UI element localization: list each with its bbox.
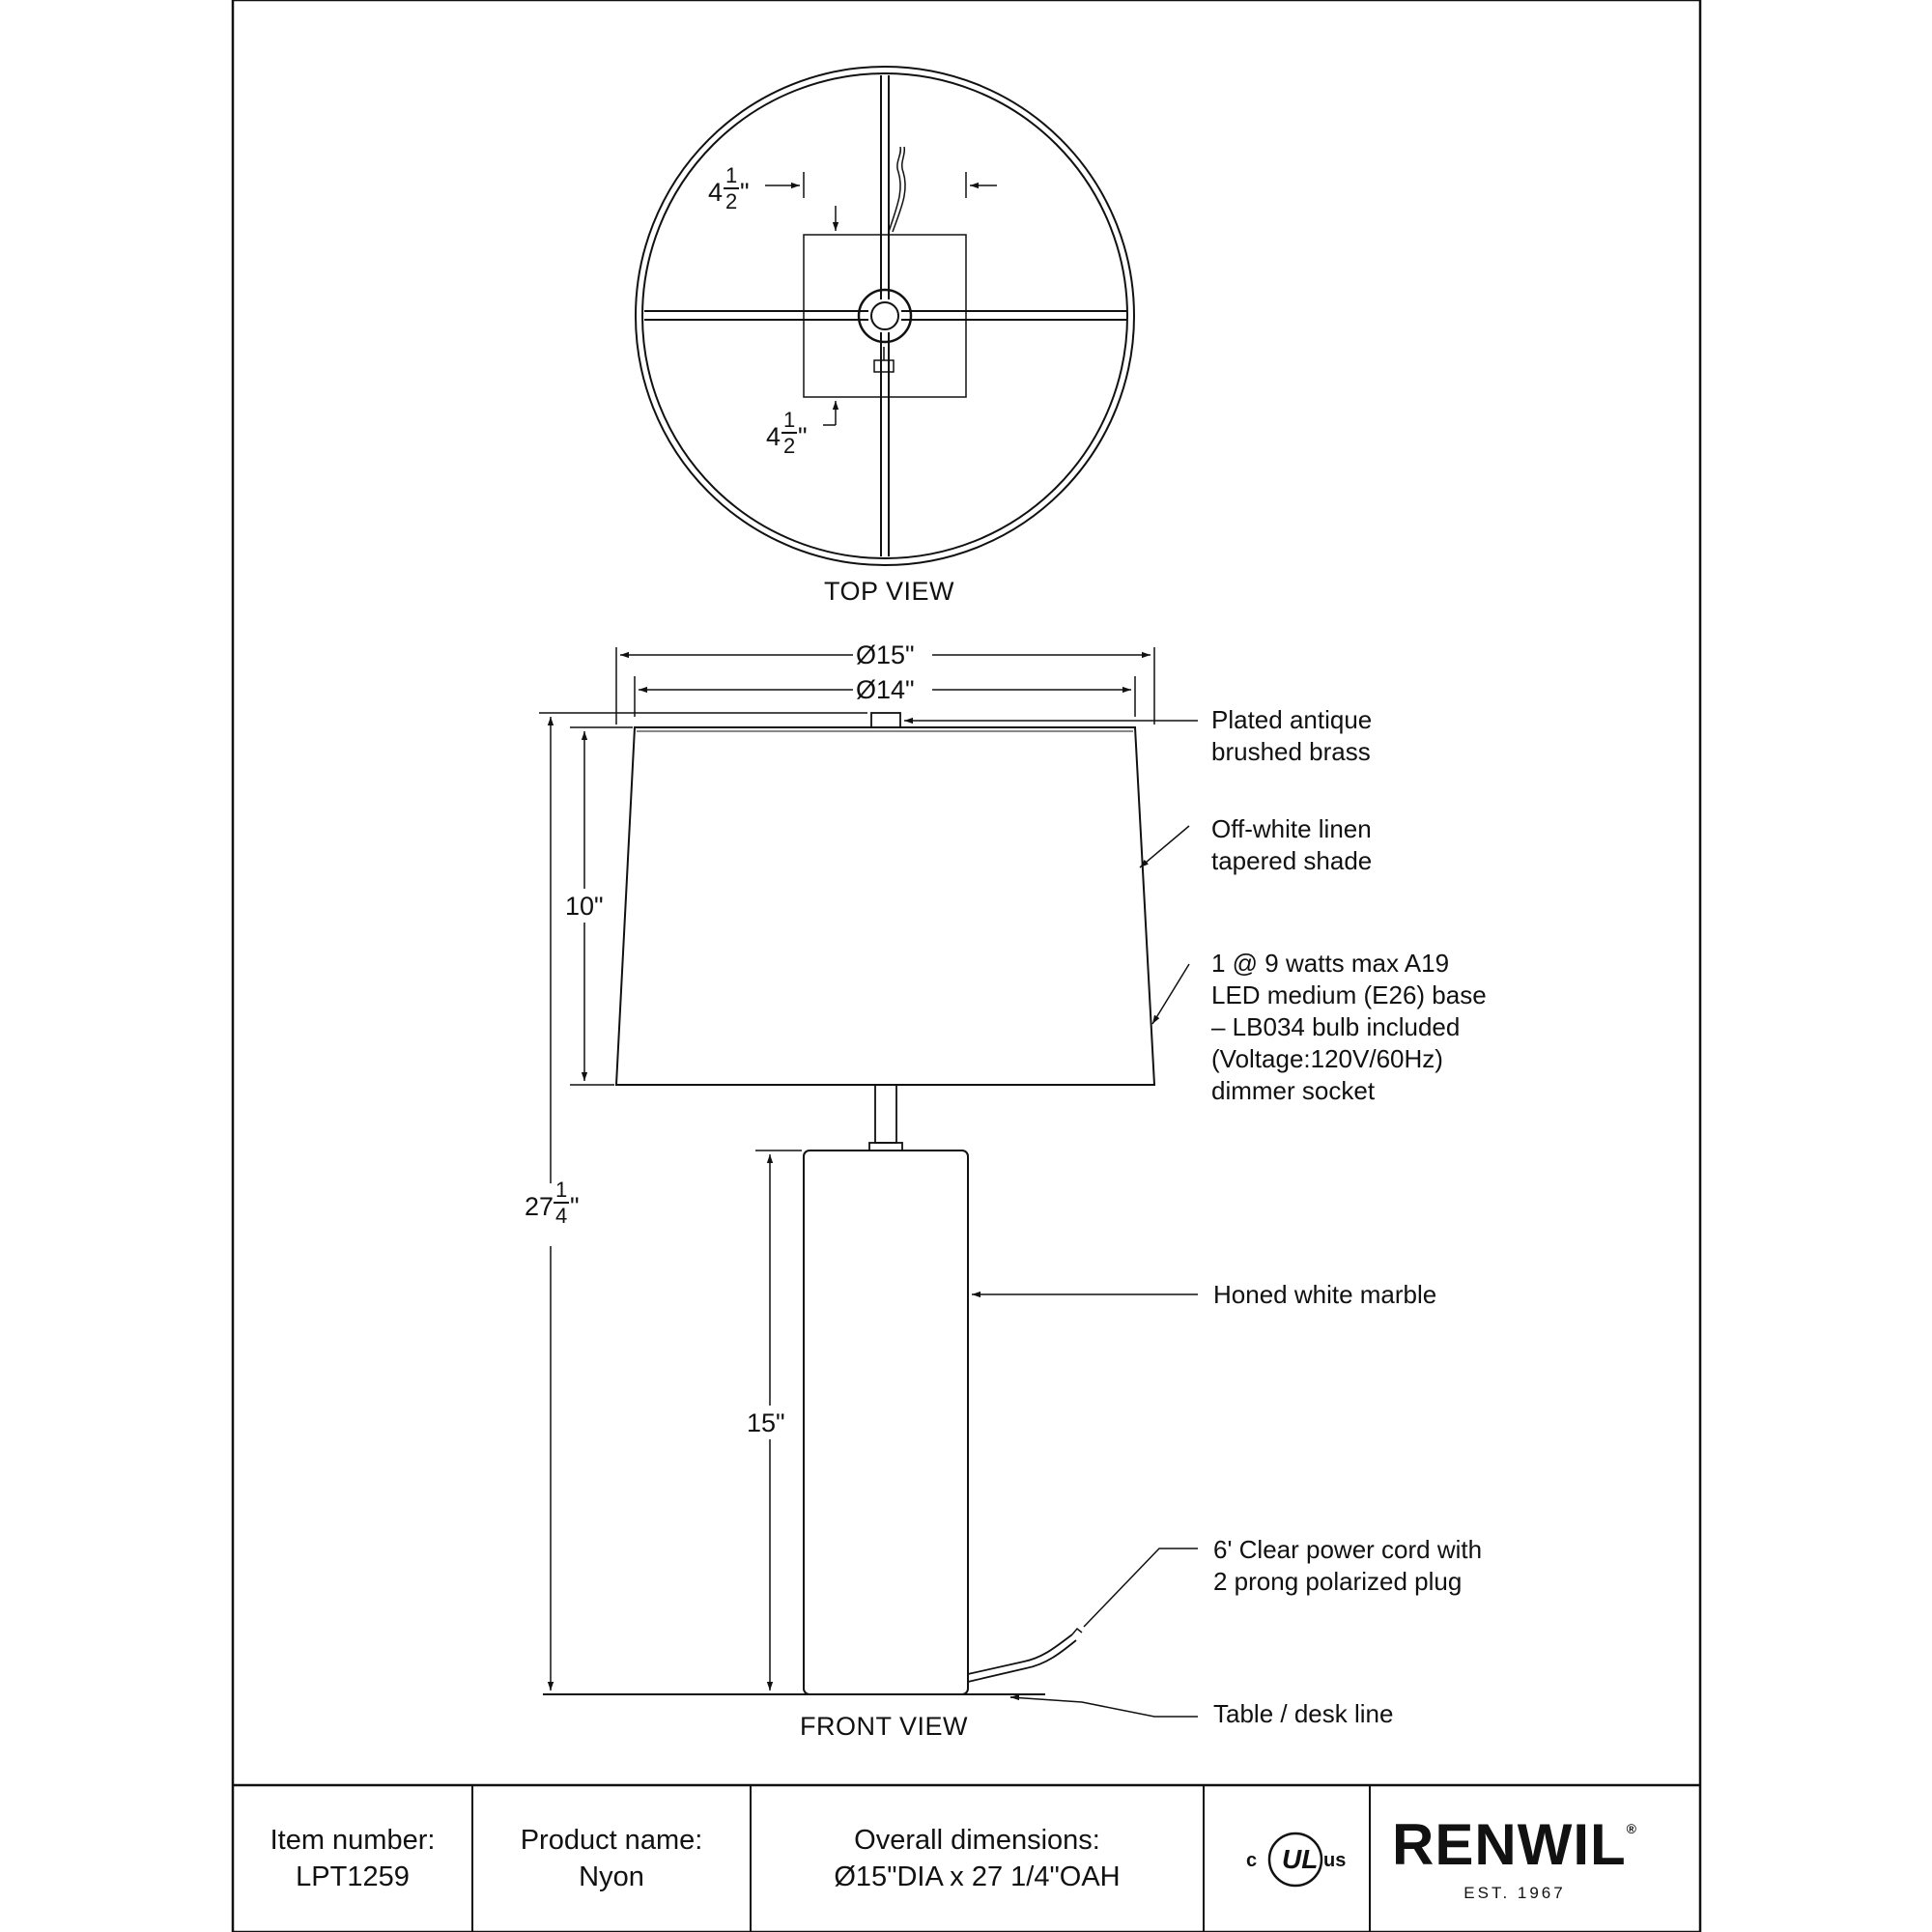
brand-registered-mark: ® xyxy=(1626,1821,1637,1836)
marble-base xyxy=(804,1151,968,1694)
product-name-label: Product name: xyxy=(520,1825,703,1856)
overall-dimensions-label: Overall dimensions: xyxy=(854,1825,1100,1856)
product-name-cell xyxy=(472,1785,751,1932)
top-view-drawing xyxy=(636,67,1134,565)
front-view-title: FRONT VIEW xyxy=(800,1712,969,1741)
callout-table: Table / desk line xyxy=(1213,1699,1394,1728)
base-square-outline xyxy=(804,235,966,397)
item-number-label: Item number: xyxy=(270,1825,436,1856)
leader-table xyxy=(1010,1697,1198,1717)
ul-letters: UL xyxy=(1282,1844,1319,1874)
product-name-value: Nyon xyxy=(579,1861,644,1892)
finial xyxy=(871,713,900,727)
top-dim-upper: 4 1 2 " xyxy=(708,163,750,213)
leader-bulb xyxy=(1152,964,1189,1024)
callout-shade: Off-white linen tapered shade xyxy=(1211,814,1373,875)
ul-mark-text xyxy=(1246,1842,1347,1877)
ul-us: us xyxy=(1323,1850,1347,1871)
callout-bulb: 1 @ 9 watts max A19 LED medium (E26) base – LB034 bulb included (Voltage:120V/60Hz) dimmer socket xyxy=(1211,949,1487,1105)
item-number-value: LPT1259 xyxy=(296,1861,410,1892)
dim-overall-height: 27 1 4 " xyxy=(525,1178,580,1228)
callout-cord: 6' Clear power cord with 2 prong polarized plug xyxy=(1213,1535,1483,1596)
lamp-stem xyxy=(875,1085,896,1143)
top-dim-lower: 4 1 2 " xyxy=(766,408,808,458)
overall-dimensions-value: Ø15"DIA x 27 1/4"OAH xyxy=(834,1861,1121,1892)
leader-cord xyxy=(1084,1548,1198,1627)
shade-rim-outer xyxy=(636,67,1134,565)
socket-ring-outer xyxy=(859,290,911,342)
cord-top-view xyxy=(889,147,900,232)
brand-logo xyxy=(1370,1812,1660,1903)
brand-established: EST. 1967 xyxy=(1463,1884,1566,1902)
dim-base-height: 15" xyxy=(747,1408,785,1437)
overall-dimensions-cell xyxy=(751,1785,1204,1932)
socket-ring-inner xyxy=(871,302,898,329)
dim-shade-height: 10" xyxy=(565,892,604,921)
top-view-title: TOP VIEW xyxy=(824,577,955,606)
callout-finial: Plated antique brushed brass xyxy=(1211,705,1373,766)
lamp-shade xyxy=(616,727,1154,1085)
callout-base: Honed white marble xyxy=(1213,1280,1437,1309)
front-view-drawing xyxy=(539,647,1198,1717)
ul-c: c xyxy=(1246,1850,1258,1871)
shade-rim-inner xyxy=(642,73,1127,558)
dim-shade-inner: Ø14" xyxy=(856,675,915,704)
item-number-cell xyxy=(233,1785,472,1932)
dim-shade-outer: Ø15" xyxy=(856,640,915,669)
leader-shade xyxy=(1140,826,1189,867)
brand-name: RENWIL xyxy=(1392,1812,1627,1877)
switch-icon xyxy=(874,360,894,372)
